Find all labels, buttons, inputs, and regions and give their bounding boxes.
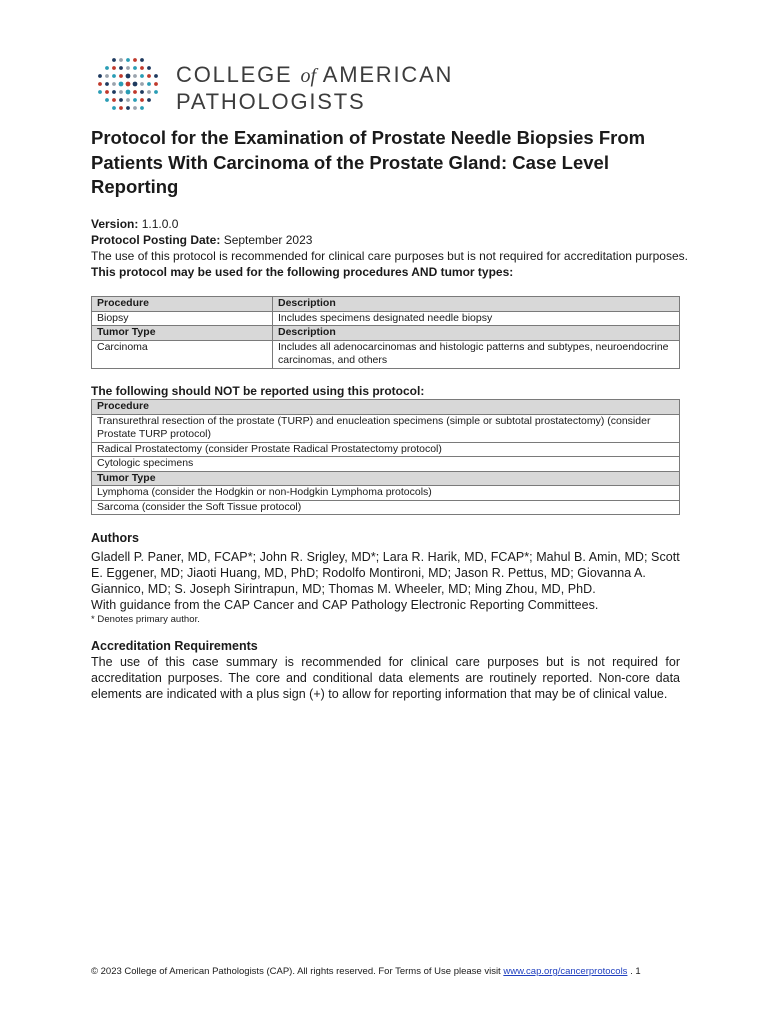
logo-dot	[112, 66, 116, 70]
logo-dot	[112, 82, 116, 86]
used-for-table	[91, 296, 680, 369]
tumor-type-header: Tumor Type	[92, 326, 273, 341]
page-title: Protocol for the Examination of Prostate Needle Biopsies From Patients With Carcinoma of the Prostate Gland: Case Level Reporting	[91, 127, 646, 197]
logo-dot	[147, 90, 151, 94]
table-row: Sarcoma (consider the Soft Tissue protocol)	[92, 500, 680, 515]
not-reported-procedure-header: Procedure	[92, 400, 680, 415]
logo-dot	[126, 106, 130, 110]
tumor-type-value: Carcinoma	[92, 340, 273, 368]
logo-dot	[98, 82, 102, 86]
logo-dot	[119, 106, 123, 110]
logo-dot	[147, 82, 151, 86]
logo-dot	[147, 98, 151, 102]
version-label: Version:	[91, 217, 139, 231]
copyright-text: © 2023 College of American Pathologists (CAP). All rights reserved. For Terms of Use please visit	[91, 966, 501, 977]
logo-dot	[112, 98, 116, 102]
accreditation-section	[91, 638, 680, 702]
logo-dot	[154, 74, 158, 78]
logo-dot	[98, 90, 102, 94]
accreditation-heading: Accreditation Requirements	[91, 639, 258, 653]
logo-dot	[133, 82, 138, 87]
authors-guidance: With guidance from the CAP Cancer and CAP Pathology Electronic Reporting Committees.	[91, 598, 599, 612]
logo-dot	[105, 66, 109, 70]
logo-dot	[133, 74, 137, 78]
cap-logo-wordmark: COLLEGE of AMERICAN PATHOLOGISTS	[176, 62, 454, 114]
logo-dot	[140, 74, 144, 78]
logo-dot	[133, 58, 137, 62]
logo-dot	[140, 106, 144, 110]
logo-dot	[133, 66, 137, 70]
cap-logo	[94, 54, 474, 114]
logo-dot	[133, 106, 137, 110]
procedure-value: Biopsy	[92, 311, 273, 326]
logo-dot	[126, 66, 130, 70]
posting-date-value: September 2023	[223, 233, 313, 247]
logo-dot	[140, 90, 144, 94]
authors-heading: Authors	[91, 531, 139, 545]
logo-dot	[140, 58, 144, 62]
logo-dot	[119, 58, 123, 62]
logo-dot	[126, 82, 131, 87]
logo-dot	[133, 90, 137, 94]
logo-dot	[147, 74, 151, 78]
table-row: Cytologic specimens	[92, 457, 680, 472]
logo-dot	[119, 90, 123, 94]
version-value: 1.1.0.0	[141, 217, 179, 231]
logo-dot	[140, 82, 144, 86]
table-row: Radical Prostatectomy (consider Prostate Radical Prostatectomy protocol)	[92, 442, 680, 457]
logo-dot	[119, 82, 124, 87]
posting-date-label: Protocol Posting Date:	[91, 233, 221, 247]
page-footer	[91, 966, 680, 977]
logo-dot	[112, 74, 116, 78]
accreditation-text: The use of this case summary is recommended for clinical care purposes but is not required for accreditation purposes. The core and conditional data elements are routinely reported. Non-core data elements are indicated with a plus sign (+) to allow for reporting information that may be of clinical value.	[91, 655, 680, 701]
logo-dot	[119, 74, 123, 78]
logo-dot	[147, 66, 151, 70]
page-number: . 1	[630, 966, 641, 977]
logo-dot	[126, 90, 131, 95]
logo-dot	[112, 58, 116, 62]
logo-dot	[140, 98, 144, 102]
logo-dot	[105, 82, 109, 86]
cap-logo-dots-icon	[94, 54, 164, 114]
logo-dot	[133, 98, 137, 102]
authors-names: Gladell P. Paner, MD, FCAP*; John R. Srigley, MD*; Lara R. Harik, MD, FCAP*; Mahul B. Amin, MD; Scott E. Eggener, MD; Jiaoti Huang, MD, PhD; Rodolfo Montironi, MD; Jason R. Pettus, MD; Giovanna A. Giannico, MD; S. Joseph Sirintrapun, MD; Thomas M. Wheeler, MD; Ming Zhou, MD, PhD.	[91, 550, 680, 596]
logo-dot	[105, 90, 109, 94]
not-reported-table	[91, 399, 680, 515]
logo-dot	[119, 66, 123, 70]
logo-dot	[105, 98, 109, 102]
logo-dot	[126, 74, 131, 79]
table-row: Lymphoma (consider the Hodgkin or non-Hodgkin Lymphoma protocols)	[92, 486, 680, 501]
logo-dot	[126, 58, 130, 62]
not-reported-heading: The following should NOT be reported using this protocol:	[91, 384, 425, 398]
logo-dot	[154, 82, 158, 86]
tumor-type-description: Includes all adenocarcinomas and histologic patterns and subtypes, neuroendocrine carcinomas, and others	[273, 340, 680, 368]
not-reported-tumor-header: Tumor Type	[92, 471, 680, 486]
recommendation-text: The use of this protocol is recommended for clinical care purposes but is not required for accreditation purposes.	[91, 249, 688, 263]
logo-dot	[154, 90, 158, 94]
used-for-heading: This protocol may be used for the following procedures AND tumor types:	[91, 265, 514, 279]
tumor-description-header: Description	[273, 326, 680, 341]
logo-dot	[112, 106, 116, 110]
procedure-header: Procedure	[92, 297, 273, 312]
protocol-metadata	[91, 216, 691, 280]
cancer-protocols-link[interactable]: www.cap.org/cancerprotocols	[503, 966, 628, 977]
logo-dot	[98, 74, 102, 78]
logo-dot	[126, 98, 130, 102]
logo-dot	[119, 98, 123, 102]
primary-author-note: * Denotes primary author.	[91, 614, 200, 625]
description-header: Description	[273, 297, 680, 312]
logo-dot	[105, 74, 109, 78]
logo-dot	[140, 66, 144, 70]
authors-section	[91, 530, 680, 626]
table-row: Transurethral resection of the prostate (TURP) and enucleation specimens (simple or subtotal prostatectomy) (consider Prostate TURP protocol)	[92, 414, 680, 442]
procedure-description: Includes specimens designated needle biopsy	[273, 311, 680, 326]
logo-dot	[112, 90, 116, 94]
